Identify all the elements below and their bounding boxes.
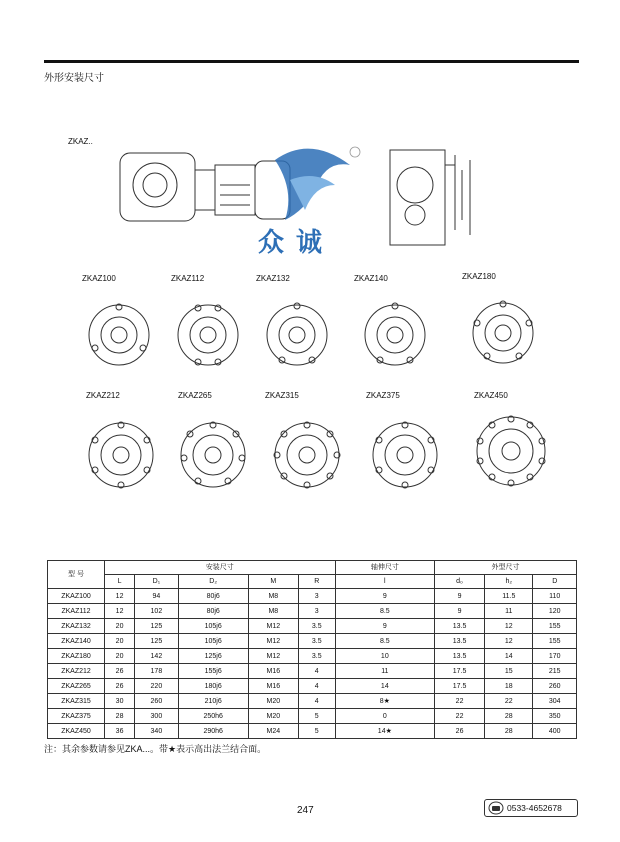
- value-cell: 155: [533, 619, 577, 634]
- model-cell: ZKAZ450: [48, 724, 105, 739]
- flange-drawing: [466, 406, 556, 496]
- value-cell: M8: [248, 589, 298, 604]
- value-cell: 8★: [335, 694, 434, 709]
- dimension-table: [47, 560, 577, 739]
- flange-drawing: [76, 410, 166, 500]
- flange-label: ZKAZ450: [474, 391, 508, 400]
- flange-label: ZKAZ375: [366, 391, 400, 400]
- value-cell: 180j6: [178, 679, 248, 694]
- value-cell: 15: [485, 664, 533, 679]
- flange-drawing: [350, 290, 440, 380]
- value-cell: 3: [298, 589, 335, 604]
- value-cell: 28: [485, 709, 533, 724]
- value-cell: 13.5: [435, 649, 485, 664]
- value-cell: 9: [435, 604, 485, 619]
- col-header: L: [105, 575, 135, 589]
- table-row: [48, 664, 577, 679]
- value-cell: 10: [335, 649, 434, 664]
- table-header-row: [48, 561, 577, 575]
- flange-label: ZKAZ315: [265, 391, 299, 400]
- table-row: [48, 604, 577, 619]
- value-cell: 260: [533, 679, 577, 694]
- value-cell: 220: [135, 679, 178, 694]
- value-cell: 12: [485, 619, 533, 634]
- value-cell: 20: [105, 649, 135, 664]
- value-cell: 3.5: [298, 649, 335, 664]
- model-cell: ZKAZ212: [48, 664, 105, 679]
- value-cell: 0: [335, 709, 434, 724]
- value-cell: 102: [135, 604, 178, 619]
- page-number: 247: [297, 805, 314, 816]
- value-cell: 14: [335, 679, 434, 694]
- value-cell: 105j6: [178, 619, 248, 634]
- col-header: D₂: [178, 575, 248, 589]
- value-cell: 250h6: [178, 709, 248, 724]
- value-cell: 12: [485, 634, 533, 649]
- value-cell: M16: [248, 679, 298, 694]
- value-cell: 3: [298, 604, 335, 619]
- value-cell: 94: [135, 589, 178, 604]
- value-cell: 22: [435, 709, 485, 724]
- section-title: 外形安装尺寸: [44, 73, 104, 84]
- value-cell: 9: [335, 619, 434, 634]
- value-cell: 125: [135, 619, 178, 634]
- flange-drawing: [360, 410, 450, 500]
- model-cell: ZKAZ112: [48, 604, 105, 619]
- flange-label: ZKAZ112: [171, 274, 205, 283]
- value-cell: M12: [248, 619, 298, 634]
- flange-label: ZKAZ180: [462, 272, 496, 281]
- col-header: D: [533, 575, 577, 589]
- drawing-model-label: ZKAZ..: [68, 137, 93, 146]
- value-cell: 400: [533, 724, 577, 739]
- value-cell: 300: [135, 709, 178, 724]
- value-cell: 142: [135, 649, 178, 664]
- value-cell: 11: [485, 604, 533, 619]
- table-subheader-row: [48, 575, 577, 589]
- flange-drawing: [168, 410, 258, 500]
- model-cell: ZKAZ140: [48, 634, 105, 649]
- value-cell: 155j6: [178, 664, 248, 679]
- value-cell: 17.5: [435, 664, 485, 679]
- value-cell: 125: [135, 634, 178, 649]
- flange-drawing: [252, 290, 342, 380]
- value-cell: 125j6: [178, 649, 248, 664]
- value-cell: 26: [105, 664, 135, 679]
- table-row: [48, 694, 577, 709]
- value-cell: 12: [105, 589, 135, 604]
- flange-drawing: [262, 410, 352, 500]
- value-cell: 80j6: [178, 604, 248, 619]
- table-row: [48, 589, 577, 604]
- value-cell: 8.5: [335, 604, 434, 619]
- value-cell: M20: [248, 694, 298, 709]
- value-cell: 3.5: [298, 619, 335, 634]
- flange-label: ZKAZ140: [354, 274, 388, 283]
- value-cell: 9: [335, 589, 434, 604]
- value-cell: 28: [105, 709, 135, 724]
- flange-label: ZKAZ100: [82, 274, 116, 283]
- value-cell: 20: [105, 619, 135, 634]
- value-cell: M8: [248, 604, 298, 619]
- col-header: M: [248, 575, 298, 589]
- value-cell: 36: [105, 724, 135, 739]
- value-cell: 8.5: [335, 634, 434, 649]
- value-cell: 80j6: [178, 589, 248, 604]
- value-cell: M24: [248, 724, 298, 739]
- value-cell: 110: [533, 589, 577, 604]
- col-header: D₁: [135, 575, 178, 589]
- value-cell: 11: [335, 664, 434, 679]
- value-cell: 26: [435, 724, 485, 739]
- value-cell: 14: [485, 649, 533, 664]
- model-cell: ZKAZ180: [48, 649, 105, 664]
- phone-box: [484, 799, 578, 817]
- value-cell: 30: [105, 694, 135, 709]
- value-cell: 11.5: [485, 589, 533, 604]
- model-cell: ZKAZ375: [48, 709, 105, 724]
- value-cell: M20: [248, 709, 298, 724]
- install-dims-header: 安装尺寸: [105, 561, 336, 575]
- value-cell: 260: [135, 694, 178, 709]
- value-cell: 17.5: [435, 679, 485, 694]
- outline-dims-header: 外型尺寸: [435, 561, 577, 575]
- table-row: [48, 679, 577, 694]
- flange-drawing: [458, 288, 548, 378]
- value-cell: 155: [533, 634, 577, 649]
- value-cell: 105j6: [178, 634, 248, 649]
- flange-label: ZKAZ212: [86, 391, 120, 400]
- value-cell: 4: [298, 679, 335, 694]
- value-cell: 170: [533, 649, 577, 664]
- value-cell: 290h6: [178, 724, 248, 739]
- col-header: l: [335, 575, 434, 589]
- model-cell: ZKAZ132: [48, 619, 105, 634]
- value-cell: 14★: [335, 724, 434, 739]
- telephone-icon: [488, 801, 504, 815]
- col-header: d₀: [435, 575, 485, 589]
- table-row: [48, 649, 577, 664]
- value-cell: 13.5: [435, 619, 485, 634]
- footnote: 注：其余参数请参见ZKA...。带★表示高出法兰结合面。: [44, 744, 267, 754]
- value-cell: 9: [435, 589, 485, 604]
- col-header: R: [298, 575, 335, 589]
- col-header: h₂: [485, 575, 533, 589]
- value-cell: 120: [533, 604, 577, 619]
- value-cell: 340: [135, 724, 178, 739]
- model-cell: ZKAZ265: [48, 679, 105, 694]
- value-cell: 178: [135, 664, 178, 679]
- value-cell: 210j6: [178, 694, 248, 709]
- model-header: 型 号: [48, 561, 105, 589]
- table-row: [48, 634, 577, 649]
- flange-drawing: [163, 290, 253, 380]
- top-rule: [44, 60, 579, 63]
- table-row: [48, 709, 577, 724]
- flange-drawing: [74, 290, 164, 380]
- value-cell: 13.5: [435, 634, 485, 649]
- value-cell: 215: [533, 664, 577, 679]
- value-cell: M16: [248, 664, 298, 679]
- value-cell: 28: [485, 724, 533, 739]
- value-cell: 20: [105, 634, 135, 649]
- value-cell: 3.5: [298, 634, 335, 649]
- value-cell: 350: [533, 709, 577, 724]
- flange-label: ZKAZ265: [178, 391, 212, 400]
- table-row: [48, 619, 577, 634]
- flange-label: ZKAZ132: [256, 274, 290, 283]
- model-cell: ZKAZ315: [48, 694, 105, 709]
- value-cell: 22: [485, 694, 533, 709]
- logo-text: 众诚: [258, 227, 335, 257]
- table-row: [48, 724, 577, 739]
- value-cell: M12: [248, 649, 298, 664]
- value-cell: 4: [298, 664, 335, 679]
- value-cell: 18: [485, 679, 533, 694]
- value-cell: 5: [298, 724, 335, 739]
- value-cell: 4: [298, 694, 335, 709]
- shaft-dims-header: 轴伸尺寸: [335, 561, 434, 575]
- phone-number: 0533-4652678: [507, 803, 562, 813]
- value-cell: M12: [248, 634, 298, 649]
- model-cell: ZKAZ100: [48, 589, 105, 604]
- value-cell: 12: [105, 604, 135, 619]
- value-cell: 26: [105, 679, 135, 694]
- value-cell: 5: [298, 709, 335, 724]
- value-cell: 22: [435, 694, 485, 709]
- value-cell: 304: [533, 694, 577, 709]
